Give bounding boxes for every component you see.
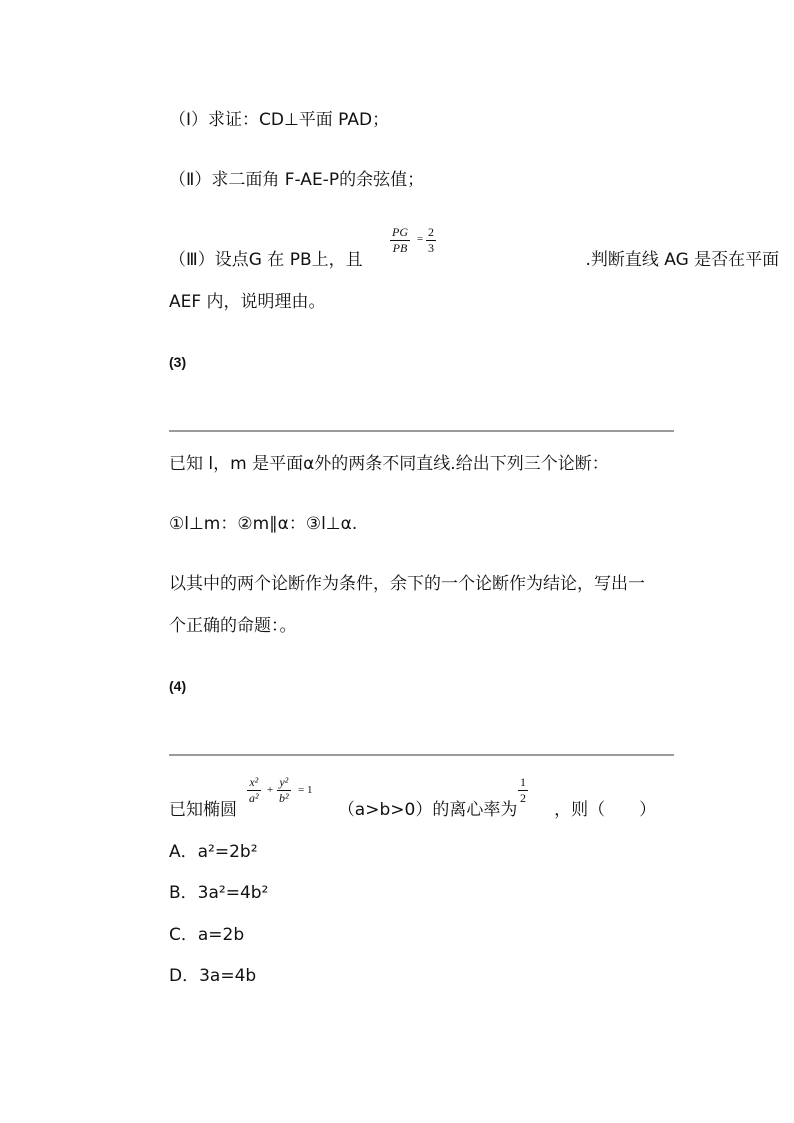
q2-ratio-rhs-num: 2 bbox=[428, 225, 434, 239]
q4-ellipse-plus: + bbox=[267, 784, 274, 796]
q2-ratio-equals: = bbox=[417, 233, 424, 245]
q4-stem-suffix: ，则（ ） bbox=[554, 800, 657, 820]
q4-ellipse-x-den: a² bbox=[249, 791, 259, 805]
q2-ratio-num: PG bbox=[392, 225, 408, 239]
q3-line2: ①l⊥m：②m∥α：③l⊥α. bbox=[169, 514, 358, 534]
q2-part3-line2: AEF 内，说明理由。 bbox=[169, 292, 326, 312]
q4-ecc-den: 2 bbox=[520, 791, 526, 805]
q4-option-a: A．a²=2b² bbox=[169, 842, 258, 862]
q3-line4: 个正确的命题：。 bbox=[169, 616, 297, 636]
q4-stem bbox=[169, 798, 656, 822]
q4-option-c: C．a=2b bbox=[169, 925, 245, 945]
q2-part3-prefix: （Ⅲ）设点G 在 PB上，且 bbox=[169, 250, 363, 270]
q2-ratio-fraction bbox=[390, 226, 410, 255]
q3-line3: 以其中的两个论断作为条件，余下的一个论断作为结论，写出一 bbox=[169, 574, 645, 594]
q4-ellipse-y-num: y² bbox=[277, 776, 291, 791]
q4-ecc-num: 1 bbox=[520, 775, 526, 789]
q3-number: (3) bbox=[169, 354, 187, 370]
q4-stem-middle: （a>b>0）的离心率为 bbox=[337, 800, 518, 820]
q4-ellipse-x-fraction bbox=[247, 776, 261, 805]
q4-ellipse-y-den: b² bbox=[279, 791, 289, 805]
q2-part3-suffix: .判断直线 AG 是否在平面 bbox=[585, 250, 780, 270]
q3-line1: 已知 l，m 是平面α外的两条不同直线.给出下列三个论断： bbox=[169, 454, 609, 474]
q2-ratio-rhs bbox=[426, 226, 436, 255]
q2-ratio-den: PB bbox=[392, 241, 408, 255]
q4-eccentricity-fraction bbox=[518, 776, 528, 805]
q4-ellipse-x-num: x² bbox=[247, 776, 261, 791]
q2-part1: （Ⅰ）求证：CD⊥平面 PAD； bbox=[169, 110, 390, 130]
q4-stem-prefix: 已知椭圆 bbox=[169, 800, 237, 820]
q2-part3 bbox=[169, 248, 779, 272]
divider bbox=[169, 430, 674, 432]
q4-ellipse-equals: = 1 bbox=[298, 784, 313, 796]
q2-part2: （Ⅱ）求二面角 F-AE-P的余弦值； bbox=[169, 170, 425, 190]
q4-option-b: B．3a²=4b² bbox=[169, 883, 269, 903]
divider bbox=[169, 754, 674, 756]
q4-ellipse-y-fraction bbox=[277, 776, 291, 805]
q4-option-d: D．3a=4b bbox=[169, 966, 257, 986]
q4-number: (4) bbox=[169, 678, 187, 694]
q2-ratio-rhs-den: 3 bbox=[428, 241, 434, 255]
